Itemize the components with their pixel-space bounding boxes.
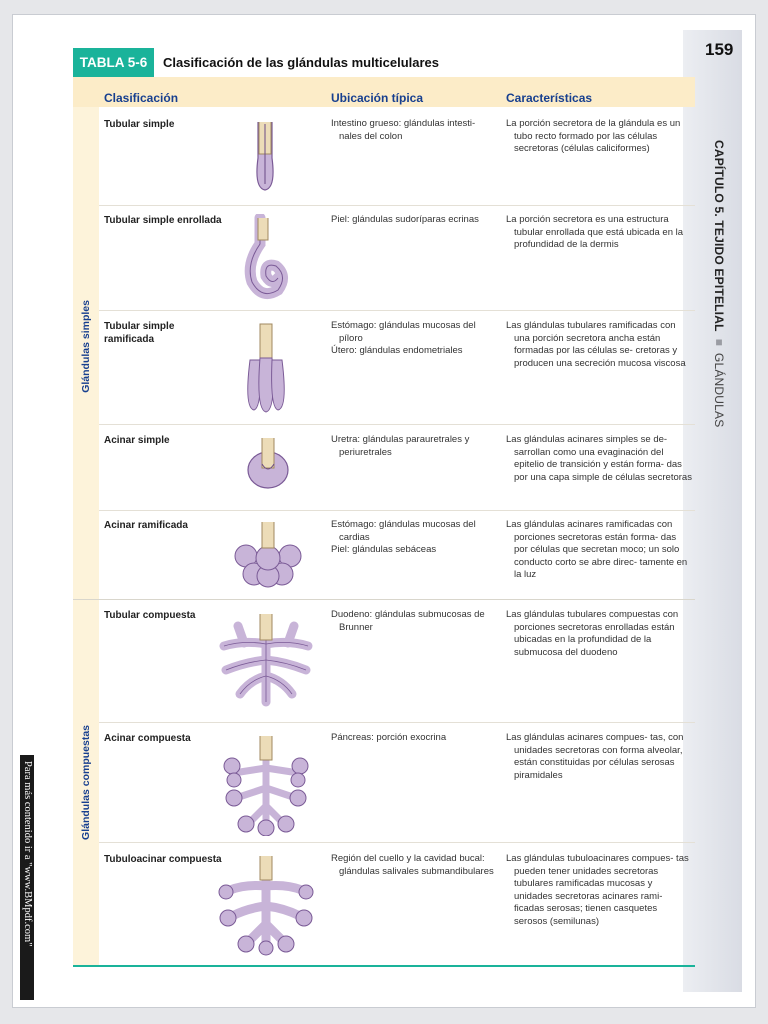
row-characteristics-tubular-simple-enrollada: La porción secretora es una estructura tubular enrollada que está ubicada en la profundidad de la dermis <box>506 214 684 250</box>
row-separator <box>99 310 695 311</box>
row-characteristics-tubular-simple-ramificada: Las glándulas tubulares ramificadas con una porción secretora ancha están formadas por las células se- cretoras y producen una secreción mucosa viscosa <box>506 320 686 369</box>
tubular-simple-gland-illustration <box>240 118 290 194</box>
row-location-tubular-compuesta: Duodeno: glándulas submucosas de Brunner <box>331 609 485 633</box>
row-characteristics-tubuloacinar-compuesta: Las glándulas tubuloacinares compues- tas pueden tener unidades secretoras tubulares ramificadas mucosas y unidades secretoras acinares rami- ficadas serosas; tienen casquetes serosos (semilunas) <box>506 853 689 927</box>
row-name-acinar-simple: Acinar simple <box>104 435 170 446</box>
row-name-tubular-simple-enrollada: Tubular simple enrollada <box>104 215 222 226</box>
branched-acinar-gland-illustration <box>230 518 306 588</box>
group-label-simples: Glándulas simples <box>80 300 92 393</box>
table-title: Clasificación de las glándulas multicelulares <box>163 55 439 70</box>
row-characteristics-tubular-compuesta: Las glándulas tubulares compuestas con porciones secretoras enrolladas están ubicadas en la profundidad de la submucosa del duodeno <box>506 609 679 658</box>
chapter-separator: ■ <box>712 335 726 350</box>
row-location-acinar-ramificada: Estómago: glándulas mucosas del cardias Piel: glándulas sebáceas <box>331 519 476 555</box>
simple-acinar-gland-illustration <box>240 434 296 492</box>
row-separator <box>99 842 695 843</box>
row-location-tubular-simple-enrollada: Piel: glándulas sudoríparas ecrinas <box>331 214 479 225</box>
table-bottom-rule <box>73 965 695 967</box>
row-name-tubular-simple-ramificada: Tubular simple ramificada <box>104 321 175 345</box>
row-location-acinar-simple: Uretra: glándulas parauretrales y periuretrales <box>331 434 470 458</box>
row-separator <box>99 424 695 425</box>
row-name-tubular-simple: Tubular simple <box>104 119 175 130</box>
row-separator <box>99 722 695 723</box>
header-clasificacion: Clasificación <box>104 91 179 105</box>
row-characteristics-acinar-compuesta: Las glándulas acinares compues- tas, con unidades secretoras con forma alveolar, están constituidas por células serosas piramidales <box>506 732 684 781</box>
page-number: 159 <box>705 40 734 59</box>
row-location-tubular-simple: Intestino grueso: glándulas intesti- nales del colon <box>331 118 476 142</box>
row-location-acinar-compuesta: Páncreas: porción exocrina <box>331 732 447 743</box>
coiled-tubular-gland-illustration <box>238 214 298 302</box>
compound-tubular-gland-illustration <box>214 610 318 710</box>
row-characteristics-acinar-simple: Las glándulas acinares simples se de- sarrollan como una evaginación del epitelio de transición y están forma- das por una capa simple de células secretoras <box>506 434 692 483</box>
row-name-acinar-ramificada: Acinar ramificada <box>104 520 188 531</box>
header-caracteristicas: Características <box>506 91 593 105</box>
row-name-acinar-compuesta: Acinar compuesta <box>104 733 191 744</box>
row-characteristics-acinar-ramificada: Las glándulas acinares ramificadas con porciones secretoras están forma- das por células que secretan moco; un solo conducto corto se abre direc- tamente en la luz <box>506 519 688 580</box>
group-separator <box>73 599 695 600</box>
compound-acinar-gland-illustration <box>218 732 314 836</box>
row-separator <box>99 510 695 511</box>
row-location-tubular-simple-ramificada: Estómago: glándulas mucosas del píloro Útero: glándulas endometriales <box>331 320 476 356</box>
row-separator <box>99 205 695 206</box>
watermark-text: Para más contenido ir a "www.BMpdf.com" <box>22 761 33 947</box>
row-location-tubuloacinar-compuesta: Región del cuello y la cavidad bucal: glándulas salivales submandibulares <box>331 853 494 877</box>
chapter-label: CAPÍTULO 5. TEJIDO EPITELIAL <box>712 140 726 332</box>
watermark-banner <box>20 755 34 1000</box>
row-name-tubuloacinar-compuesta: Tubuloacinar compuesta <box>104 854 222 865</box>
table-badge: TABLA 5-6 <box>73 48 154 77</box>
row-name-tubular-compuesta: Tubular compuesta <box>104 610 196 621</box>
chapter-running-head <box>712 140 726 427</box>
group-label-compuestas: Glándulas compuestas <box>80 725 92 840</box>
compound-tubuloacinar-gland-illustration <box>216 852 316 956</box>
branched-tubular-gland-illustration <box>236 320 296 416</box>
header-ubicacion: Ubicación típica <box>331 91 424 105</box>
row-characteristics-tubular-simple: La porción secretora de la glándula es un tubo recto formado por las células secretoras (células caliciformes) <box>506 118 681 154</box>
chapter-section: GLÁNDULAS <box>712 352 726 428</box>
